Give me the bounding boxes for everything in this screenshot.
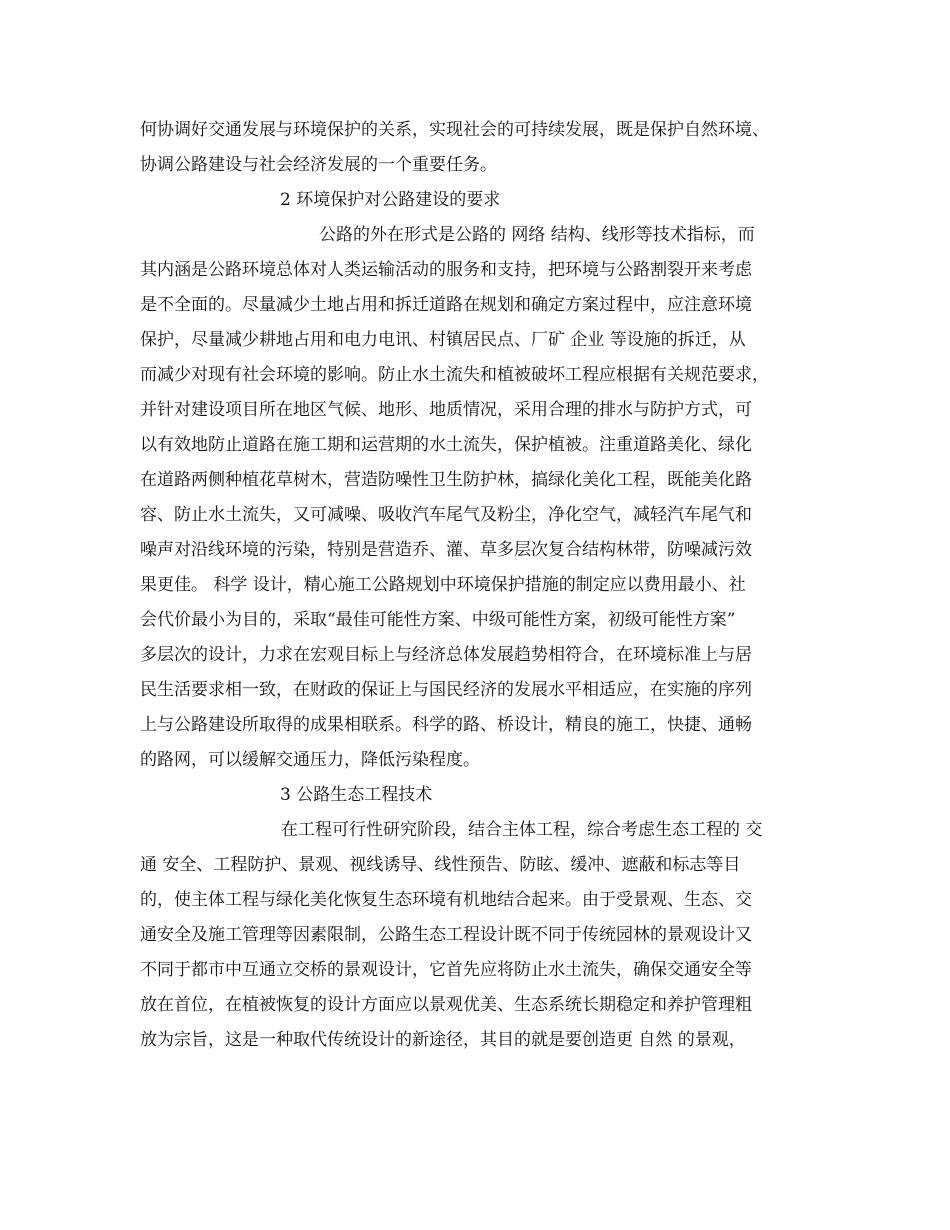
paragraph-line: 保护，尽量减少耕地占用和电力电讯、村镇居民点、厂矿 企业 等设施的拆迁，从 xyxy=(140,330,746,350)
paragraph-line: 在道路两侧种植花草树木，营造防噪性卫生防护林，搞绿化美化工程，既能美化路 xyxy=(140,470,752,490)
paragraph-line: 在工程可行性研究阶段，结合主体工程，综合考虑生态工程的 交 xyxy=(281,820,763,840)
paragraph-line: 何协调好交通发展与环境保护的关系，实现社会的可持续发展，既是保护自然环境、 xyxy=(140,120,769,140)
paragraph-line: 多层次的设计，力求在宏观目标上与经济总体发展趋势相符合，在环境标准上与居 xyxy=(140,645,752,665)
paragraph-line: 公路的外在形式是公路的 网络 结构、线形等技术指标，而 xyxy=(319,225,755,245)
paragraph-line: 容、防止水土流失，又可减噪、吸收汽车尾气及粉尘，净化空气，减轻汽车尾气和 xyxy=(140,505,752,525)
paragraph-line: 其内涵是公路环境总体对人类运输活动的服务和支持，把环境与公路割裂开来考虑 xyxy=(140,260,752,280)
paragraph-line: 而减少对现有社会环境的影响。防止水土流失和植被破坏工程应根据有关规范要求， xyxy=(140,365,769,385)
paragraph-line: 放在首位，在植被恢复的设计方面应以景观优美、生态系统长期稳定和养护管理粗 xyxy=(140,995,752,1015)
paragraph-line: 会代价最小为目的，采取“最佳可能性方案、中级可能性方案，初级可能性方案” xyxy=(140,610,736,630)
section-heading: 3 公路生态工程技术 xyxy=(280,785,433,805)
paragraph-line: 是不全面的。尽量减少土地占用和拆迁道路在规划和确定方案过程中，应注意环境 xyxy=(140,295,752,315)
paragraph-line: 通安全及施工管理等因素限制，公路生态工程设计既不同于传统园林的景观设计又 xyxy=(140,925,752,945)
paragraph-line: 民生活要求相一致，在财政的保证上与国民经济的发展水平相适应，在实施的序列 xyxy=(140,680,752,700)
paragraph-line: 的路网，可以缓解交通压力，降低污染程度。 xyxy=(140,750,480,770)
paragraph-line: 上与公路建设所取得的成果相联系。科学的路、桥设计，精良的施工，快捷、通畅 xyxy=(140,715,752,735)
paragraph-line: 不同于都市中互通立交桥的景观设计，它首先应将防止水土流失，确保交通安全等 xyxy=(140,960,752,980)
paragraph-line: 以有效地防止道路在施工期和运营期的水土流失，保护植被。注重道路美化、绿化 xyxy=(140,435,752,455)
paragraph-line: 果更佳。 科学 设计，精心施工公路规划中环境保护措施的制定应以费用最小、社 xyxy=(140,575,746,595)
paragraph-line: 并针对建设项目所在地区气候、地形、地质情况，采用合理的排水与防护方式，可 xyxy=(140,400,752,420)
paragraph-line: 放为宗旨，这是一种取代传统设计的新途径，其目的就是要创造更 自然 的景观， xyxy=(140,1030,746,1050)
paragraph-line: 通 安全、工程防护、景观、视线诱导、线性预告、防眩、缓冲、遮蔽和标志等目 xyxy=(140,855,741,875)
section-heading: 2 环境保护对公路建设的要求 xyxy=(280,190,501,210)
paragraph-line: 的，使主体工程与绿化美化恢复生态环境有机地结合起来。由于受景观、生态、交 xyxy=(140,890,752,910)
paragraph-line: 协调公路建设与社会经济发展的一个重要任务。 xyxy=(140,155,497,175)
paragraph-line: 噪声对沿线环境的污染，特别是营造乔、灌、草多层次复合结构林带，防噪减污效 xyxy=(140,540,752,560)
